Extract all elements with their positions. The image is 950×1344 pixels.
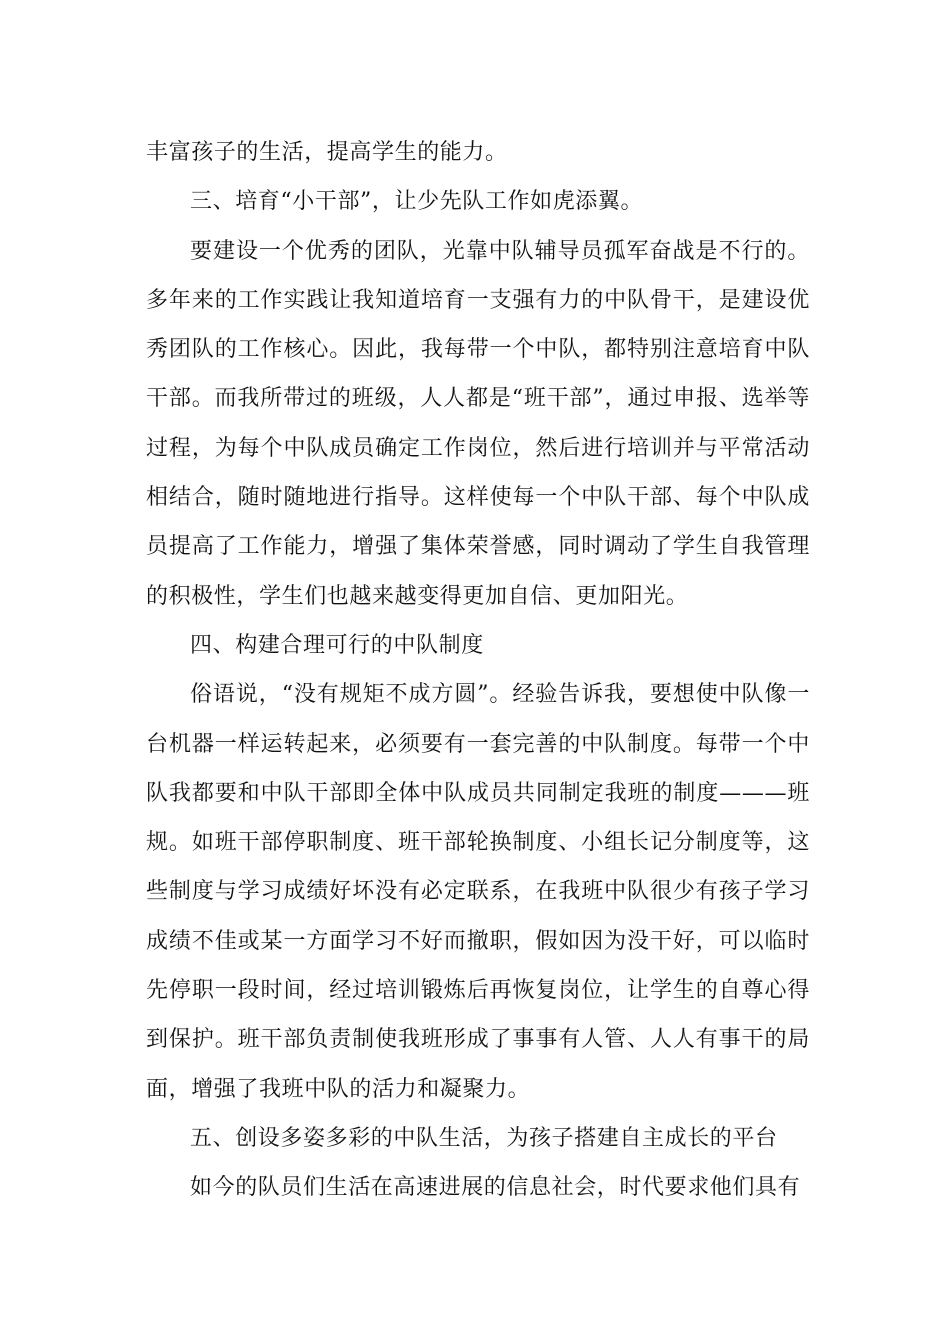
paragraph-class-rules: 俗语说，“没有规矩不成方圆”。经验告诉我，要想使中队像一台机器一样运转起来，必须要有一套完善的中队制度。每带一个中队我都要和中队干部即全体中队成员共同制定我班的制度———班规。如班干部停职制度、班干部轮换制度、小组长记分制度等，这些制度与学习成绩好坏没有必定联系，在我班中队很少有孩子学习成绩不佳或某一方面学习不好而撤职，假如因为没干好，可以临时先停职一段时间，经过培训锻炼后再恢复岗位，让学生的自尊心得到保护。班干部负责制使我班形成了事事有人管、人人有事干的局面，增强了我班中队的活力和凝聚力。: [146, 682, 810, 1102]
paragraph-information-society: 如今的队员们生活在高速进展的信息社会，时代要求他们具有: [190, 1175, 801, 1201]
body-text: [146, 128, 810, 1213]
paragraph-continuation: 丰富孩子的生活，提高学生的能力。: [146, 140, 508, 165]
section-heading-4: 四、构建合理可行的中队制度: [190, 632, 484, 658]
section-heading-5: 五、创设多姿多彩的中队生活，为孩子搭建自主成长的平台: [190, 1125, 778, 1151]
paragraph-cadre-training: 要建设一个优秀的团队，光靠中队辅导员孤军奋战是不行的。多年来的工作实践让我知道培育一支强有力的中队骨干，是建设优秀团队的工作核心。因此，我每带一个中队，都特别注意培育中队干部。而我所带过的班级，人人都是“班干部”，通过申报、选举等过程，为每个中队成员确定工作岗位，然后进行培训并与平常活动相结合，随时随地进行指导。这样使每一个中队干部、每个中队成员提高了工作能力，增强了集体荣誉感，同时调动了学生自我管理的积极性，学生们也越来越变得更加自信、更加阳光。: [146, 238, 810, 609]
section-heading-3: 三、培育“小干部”，让少先队工作如虎添翼。: [190, 189, 644, 215]
